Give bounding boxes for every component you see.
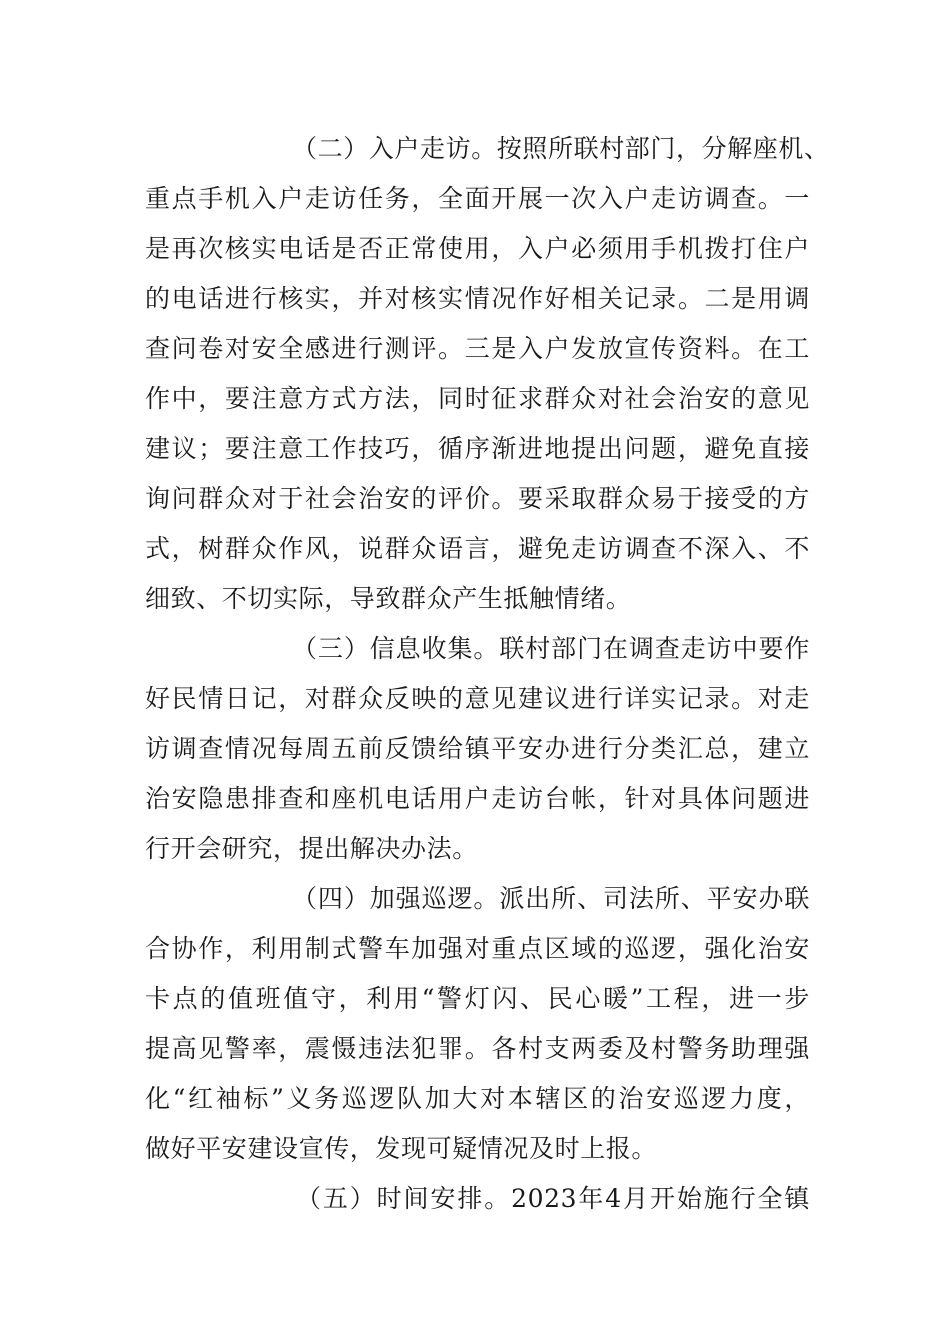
paragraph-4-line-1: （四）加强巡逻。派出所、司法所、平安办联 (292, 884, 810, 913)
paragraph-3-line-1: （三）信息收集。联村部门在调查走访中要作 (292, 634, 810, 663)
paragraph-3-line-3: 访调查情况每周五前反馈给镇平安办进行分类汇总，建立 (145, 734, 810, 763)
paragraph-3-line-4: 治安隐患排查和座机电话用户走访台帐，针对具体问题进 (145, 784, 810, 813)
paragraph-4-line-4: 提高见警率，震慑违法犯罪。各村支两委及村警务助理强 (145, 1034, 810, 1063)
paragraph-2-line-6: 作中，要注意方式方法，同时征求群众对社会治安的意见 (145, 384, 810, 413)
paragraph-2-line-5: 查问卷对安全感进行测评。三是入户发放宣传资料。在工 (145, 334, 810, 363)
paragraph-2-line-10: 细致、不切实际，导致群众产生抵触情绪。 (145, 584, 632, 613)
paragraph-5-line-1: （五）时间安排。2023年4月开始施行全镇 (296, 1184, 810, 1213)
paragraph-2-line-8: 询问群众对于社会治安的评价。要采取群众易于接受的方 (145, 484, 810, 513)
paragraph-2-line-3: 是再次核实电话是否正常使用，入户必须用手机拨打住户 (145, 234, 810, 263)
paragraph-4-line-5: 化“红袖标”义务巡逻队加大对本辖区的治安巡逻力度， (145, 1084, 810, 1113)
paragraph-3-line-5: 行开会研究，提出解决办法。 (145, 834, 478, 863)
paragraph-4-line-3: 卡点的值班值守，利用“警灯闪、民心暖”工程，进一步 (145, 984, 810, 1013)
paragraph-2-line-1: （二）入户走访。按照所联村部门，分解座机、 (292, 134, 830, 163)
paragraph-4-line-2: 合协作，利用制式警车加强对重点区域的巡逻，强化治安 (145, 934, 810, 963)
paragraph-2-line-4: 的电话进行核实，并对核实情况作好相关记录。二是用调 (145, 284, 810, 313)
paragraph-4-line-6: 做好平安建设宣传，发现可疑情况及时上报。 (145, 1134, 658, 1163)
paragraph-3-line-2: 好民情日记，对群众反映的意见建议进行详实记录。对走 (145, 684, 810, 713)
paragraph-2-line-9: 式，树群众作风，说群众语言，避免走访调查不深入、不 (145, 534, 810, 563)
paragraph-2-line-7: 建议；要注意工作技巧，循序渐进地提出问题，避免直接 (145, 434, 810, 463)
paragraph-2-line-2: 重点手机入户走访任务，全面开展一次入户走访调查。一 (145, 184, 810, 213)
